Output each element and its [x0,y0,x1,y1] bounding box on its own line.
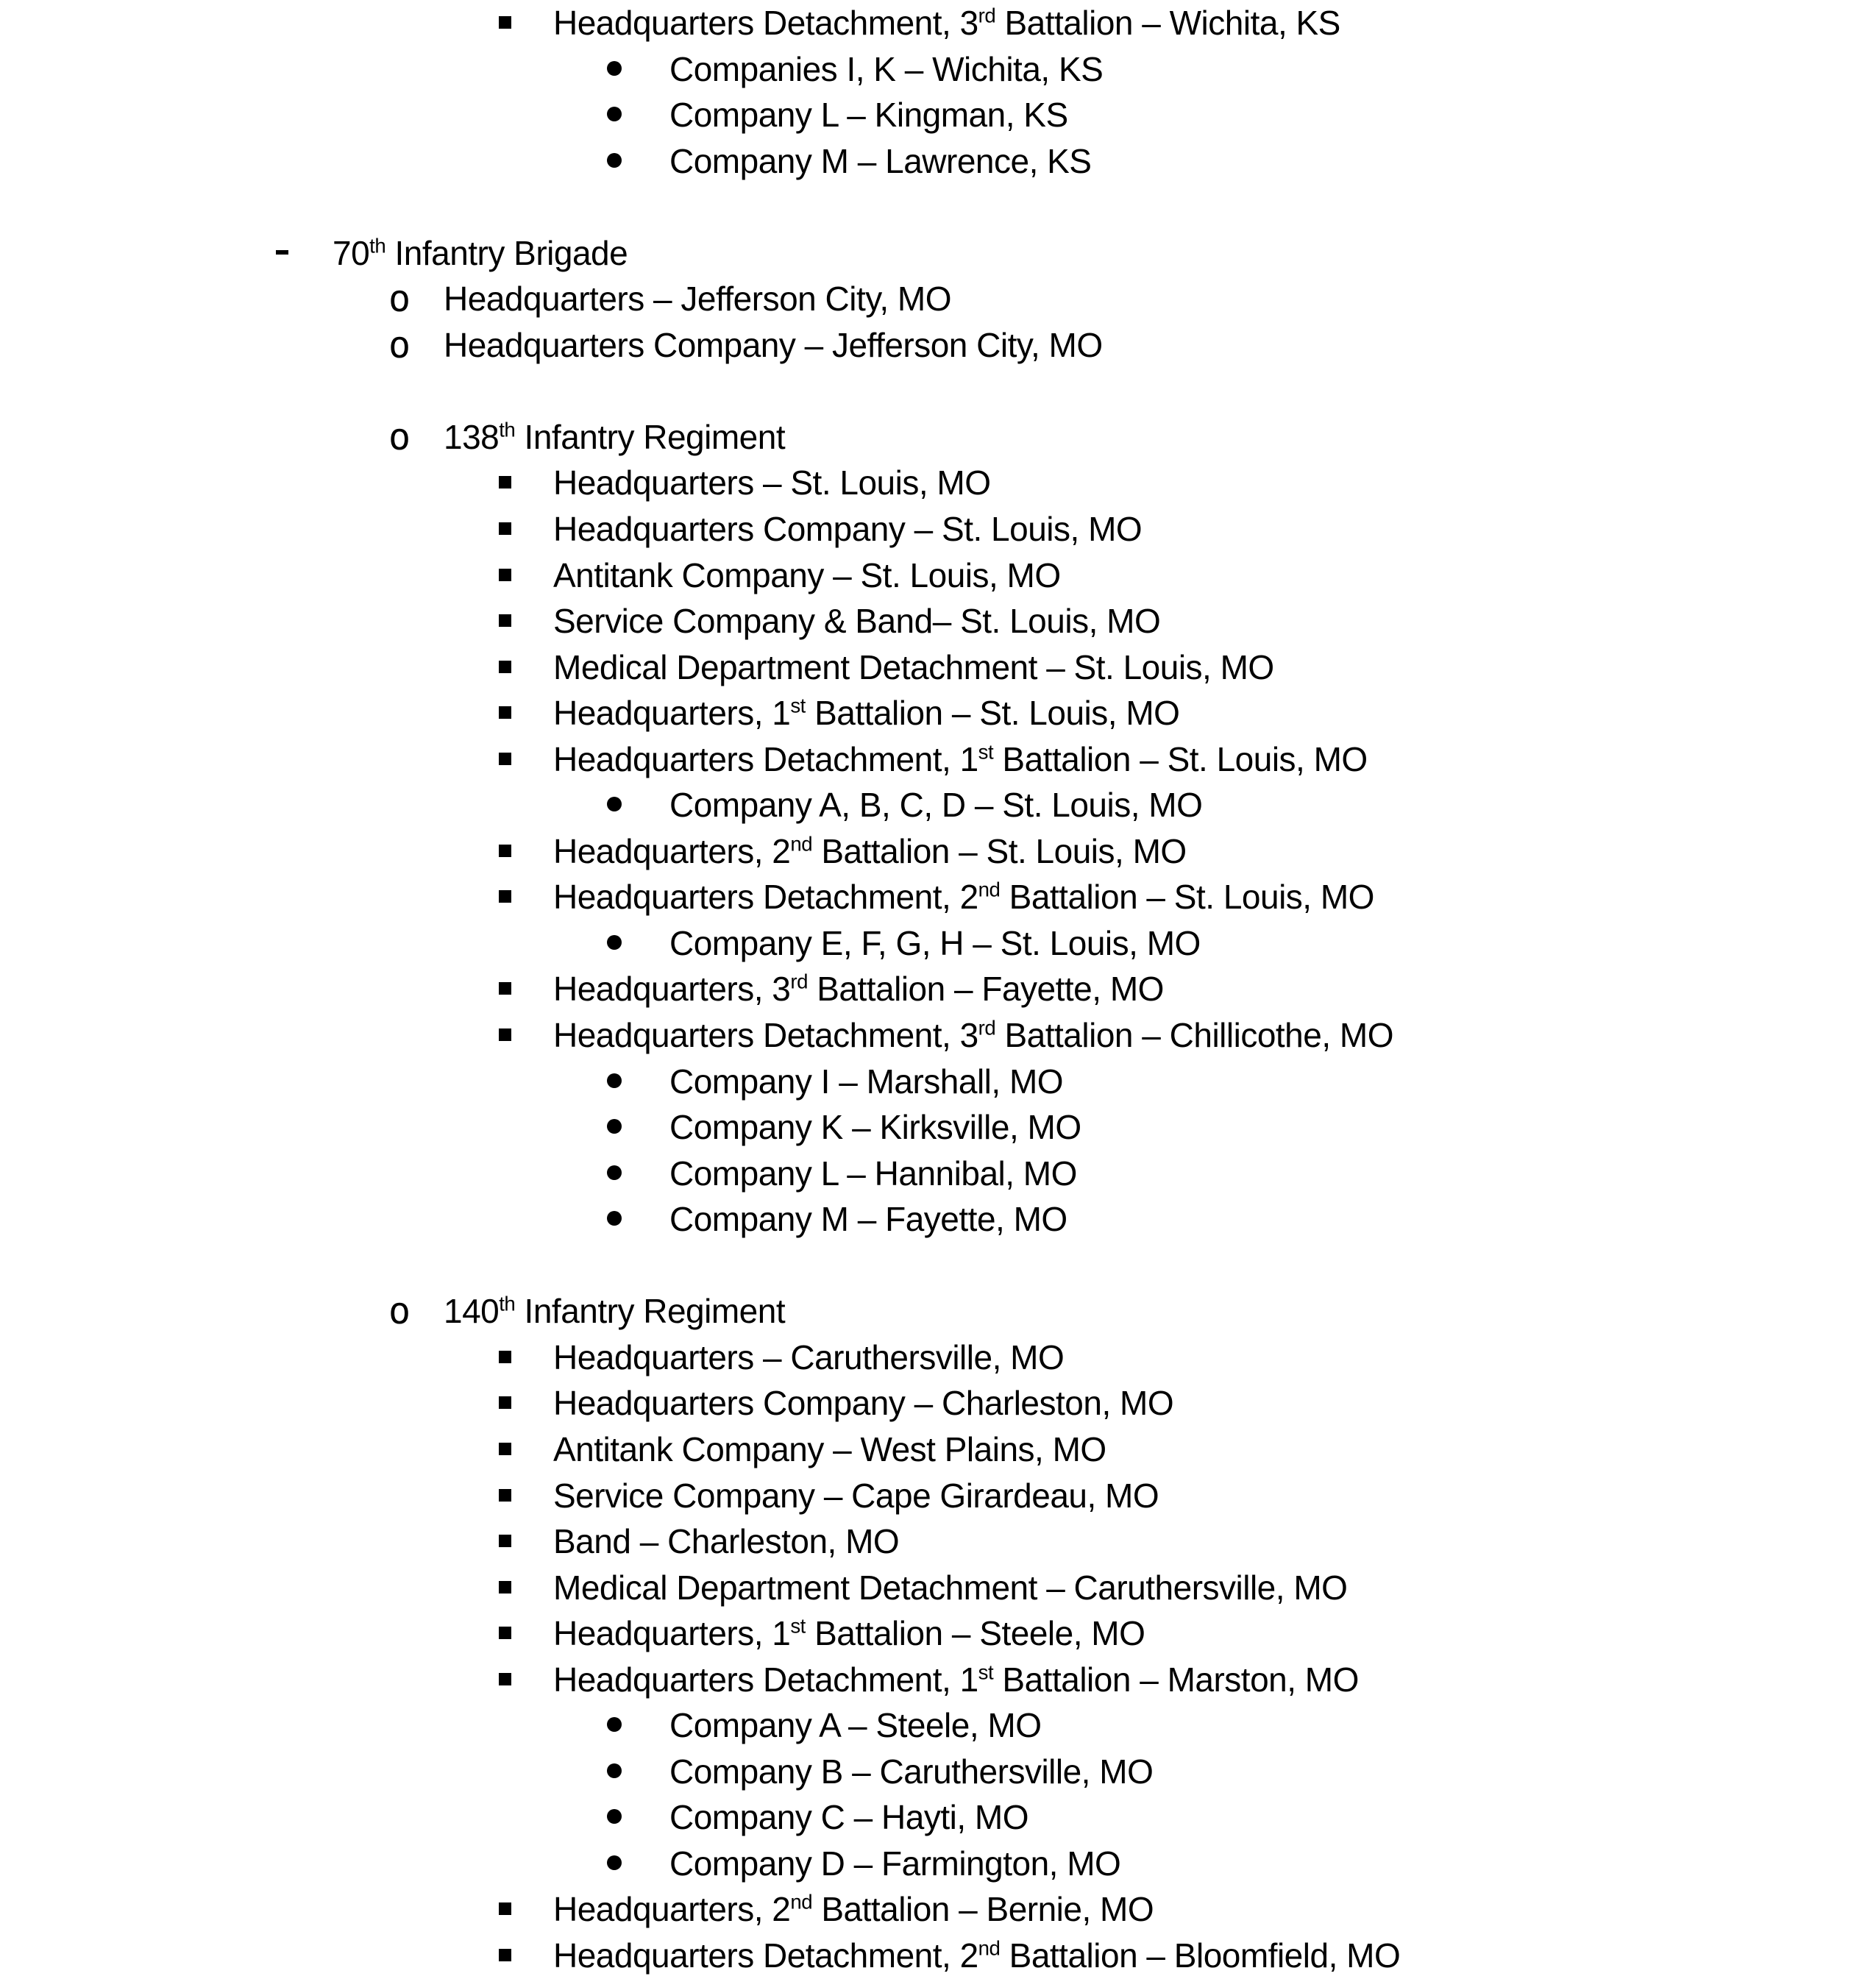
bullet-square-icon [499,1627,511,1639]
ordinal-superscript: st [978,740,994,764]
bullet-square-icon [499,982,511,995]
list-item [0,1565,1876,1611]
list-item [0,1380,1876,1426]
bullet-disc-icon [607,153,622,168]
list-item [0,690,1876,736]
blank-line [0,184,1876,230]
bullet-square-icon [499,614,511,627]
list-item [0,1657,1876,1703]
ordinal-superscript: nd [790,832,813,856]
list-item [0,414,1876,461]
list-item-text: Headquarters – Caruthersville, MO [553,1337,1065,1376]
bullet-square-icon [499,1673,511,1685]
list-item-text: Medical Department Detachment – Caruthersville, MO [553,1568,1348,1607]
list-item [0,1794,1876,1841]
ordinal-superscript: th [369,234,386,257]
list-item [0,1196,1876,1243]
ordinal-superscript: th [499,1292,516,1315]
list-item [0,1702,1876,1749]
list-item-text: Company K – Kirksville, MO [669,1108,1081,1147]
list-item-text: Company I – Marshall, MO [669,1062,1064,1101]
list-item [0,138,1876,185]
list-item-text: Service Company & Band– St. Louis, MO [553,602,1161,641]
list-item-text: Company D – Farmington, MO [669,1844,1121,1883]
list-item [0,828,1876,875]
list-item [0,322,1876,369]
list-item [0,1886,1876,1933]
list-item-text: Headquarters Company – Charleston, MO [553,1384,1174,1423]
bullet-square-icon [499,16,511,29]
list-item-text: Headquarters – Jefferson City, MO [444,280,951,319]
bullet-square-icon [499,1489,511,1502]
ordinal-superscript: rd [978,4,996,27]
bullet-disc-icon [607,107,622,121]
list-item [0,1012,1876,1059]
blank-line [0,1243,1876,1289]
list-item [0,920,1876,967]
list-item-text: Headquarters Company – Jefferson City, MO [444,325,1103,364]
list-item [0,1104,1876,1151]
list-item-text: Medical Department Detachment – St. Louis, MO [553,647,1274,686]
list-item [0,736,1876,783]
bullet-square-icon [499,1028,511,1041]
list-item [0,1933,1876,1979]
list-item-text: Company E, F, G, H – St. Louis, MO [669,923,1201,962]
list-item-text: Company M – Lawrence, KS [669,141,1092,180]
bullet-disc-icon [607,61,622,76]
list-item [0,460,1876,506]
blank-line [0,368,1876,414]
list-item-text: Headquarters Detachment, 3rd Battalion – Wichita, KS [553,4,1340,42]
list-item-text: Headquarters Detachment, 2nd Battalion – St. Louis, MO [553,878,1374,917]
list-item-text: Headquarters Detachment, 2nd Battalion – Bloomfield, MO [553,1936,1401,1975]
bullet-circle-icon: o [388,277,411,321]
list-item-text: Headquarters Detachment, 1st Battalion – St. Louis, MO [553,739,1368,778]
bullet-square-icon [499,1396,511,1409]
list-item [0,1059,1876,1105]
list-item [0,230,1876,277]
bullet-square-icon [499,1535,511,1547]
list-item [0,1749,1876,1795]
bullet-square-icon [499,1902,511,1915]
bullet-circle-icon: o [388,323,411,366]
bullet-square-icon [499,845,511,857]
list-item [0,1151,1876,1197]
list-item [0,276,1876,322]
list-item-text: 140th Infantry Regiment [444,1292,786,1331]
ordinal-superscript: st [978,1660,994,1684]
list-item [0,1518,1876,1565]
list-item-text: Headquarters Detachment, 1st Battalion – Marston, MO [553,1660,1359,1699]
list-item-text: 70th Infantry Brigade [333,233,628,272]
list-item-text: Company A, B, C, D – St. Louis, MO [669,786,1203,825]
list-item [0,1426,1876,1473]
bullet-disc-icon [607,1073,622,1088]
list-item-text: Service Company – Cape Girardeau, MO [553,1476,1159,1515]
list-item [0,966,1876,1012]
ordinal-superscript: rd [978,1016,996,1040]
bullet-square-icon [499,476,511,488]
bullet-disc-icon [607,935,622,950]
bullet-square-icon [499,569,511,581]
ordinal-superscript: nd [978,1936,1001,1960]
ordinal-superscript: th [499,418,516,441]
ordinal-superscript: st [790,694,806,717]
bullet-circle-icon: o [388,1290,411,1333]
list-item [0,0,1876,46]
bullet-square-icon [499,661,511,673]
bullet-square-icon [499,890,511,903]
list-item [0,92,1876,138]
list-item-text: Headquarters – St. Louis, MO [553,463,991,502]
list-item-text: 138th Infantry Regiment [444,417,786,456]
list-item-text: Company B – Caruthersville, MO [669,1752,1154,1791]
bullet-square-icon [499,706,511,719]
list-item-text: Company L – Kingman, KS [669,96,1068,135]
list-item [0,1841,1876,1887]
bullet-square-icon [499,522,511,535]
bullet-disc-icon [607,1165,622,1180]
list-item-text: Company A – Steele, MO [669,1706,1042,1745]
list-item-text: Headquarters, 1st Battalion – St. Louis, MO [553,694,1180,733]
list-item [0,874,1876,920]
bullet-disc-icon [607,1763,622,1778]
list-item [0,1610,1876,1657]
list-item [0,782,1876,828]
list-item [0,1335,1876,1381]
list-item-text: Company M – Fayette, MO [669,1200,1067,1239]
bullet-square-icon [499,1581,511,1593]
bullet-square-icon [499,1949,511,1961]
list-item [0,598,1876,644]
list-item-text: Band – Charleston, MO [553,1522,900,1561]
list-item [0,1473,1876,1519]
bullet-square-icon [499,1443,511,1455]
list-item [0,46,1876,93]
bullet-dash-icon [276,250,288,255]
list-item-text: Headquarters, 2nd Battalion – Bernie, MO [553,1890,1154,1929]
list-item [0,1288,1876,1335]
list-item-text: Companies I, K – Wichita, KS [669,49,1104,88]
list-item-text: Headquarters, 2nd Battalion – St. Louis, MO [553,831,1187,870]
list-item-text: Company L – Hannibal, MO [669,1154,1077,1193]
list-item-text: Headquarters, 3rd Battalion – Fayette, MO [553,970,1164,1009]
list-item-text: Headquarters Detachment, 3rd Battalion – Chillicothe, MO [553,1016,1394,1055]
list-item-text: Antitank Company – St. Louis, MO [553,555,1061,594]
ordinal-superscript: st [790,1614,806,1638]
list-item-text: Antitank Company – West Plains, MO [553,1429,1106,1468]
ordinal-superscript: nd [790,1891,813,1914]
bullet-disc-icon [607,1855,622,1870]
list-item [0,506,1876,553]
ordinal-superscript: nd [978,878,1001,902]
list-item-text: Company C – Hayti, MO [669,1798,1028,1837]
list-item-text: Headquarters Company – St. Louis, MO [553,510,1143,549]
bullet-square-icon [499,1351,511,1363]
bullet-circle-icon: o [388,415,411,458]
ordinal-superscript: rd [790,970,808,994]
list-item [0,644,1876,691]
bullet-square-icon [499,753,511,765]
list-item-text: Headquarters, 1st Battalion – Steele, MO [553,1614,1145,1653]
bullet-disc-icon [607,1119,622,1134]
list-item [0,553,1876,599]
